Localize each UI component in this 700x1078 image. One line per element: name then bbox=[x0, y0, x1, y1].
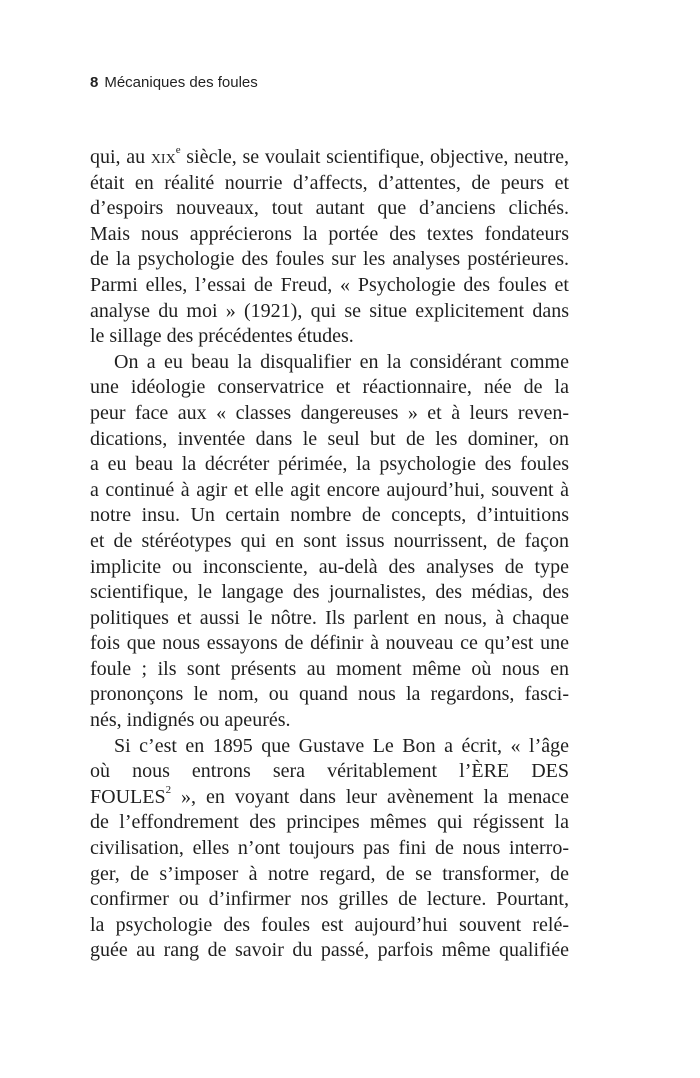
text-line: Si c’est en 1895 que Gustave Le Bon a écrit, « l’âge bbox=[114, 734, 569, 757]
text-line: de la psychologie des foules sur les analyses postérieures. bbox=[90, 248, 569, 271]
text-line: fois que nous essayons de définir à nouveau ce qu’est une bbox=[90, 632, 569, 655]
text-line: dications, inventée dans le seul but de les dominer, on bbox=[90, 427, 569, 450]
running-title: Mécaniques des foules bbox=[104, 74, 258, 91]
text-line: analyse du moi » (1921), qui se situe explicitement dans bbox=[90, 299, 569, 322]
paragraph-1 bbox=[90, 145, 569, 350]
text-line: ger, de s’imposer à notre regard, de se transformer, de bbox=[90, 862, 569, 885]
footnote-reference[interactable]: 2 bbox=[165, 784, 172, 797]
text-line: de l’effondrement des principes mêmes qui régissent la bbox=[90, 811, 569, 834]
century-superscript: e bbox=[175, 144, 181, 157]
text-line: a eu beau la décréter périmée, la psychologie des foules bbox=[90, 453, 569, 476]
text-line: civilisation, elles n’ont toujours pas fini de nous interro- bbox=[90, 837, 569, 860]
paragraph-3 bbox=[90, 734, 569, 964]
text-line: était en réalité nourrie d’affects, d’attentes, de peurs et bbox=[90, 171, 569, 194]
text-line: le sillage des précédentes études. bbox=[90, 325, 354, 348]
text-line: politiques et aussi le nôtre. Ils parlent en nous, à chaque bbox=[90, 606, 569, 629]
body-text bbox=[90, 145, 569, 964]
text-line: FOULES$^2$ », en voyant dans leur avènement la menace bbox=[90, 784, 569, 808]
text-line: guée au rang de savoir du passé, parfois même qualifiée bbox=[90, 939, 569, 962]
text-line: a continué à agir et elle agit encore aujourd’hui, souvent à bbox=[90, 478, 569, 501]
text-line: où nous entrons sera véritablement l’ÈRE DES bbox=[90, 760, 569, 783]
text-line: notre insu. Un certain nombre de concepts, d’intuitions bbox=[90, 504, 569, 527]
text-line: prononçons le nom, ou quand nous la regardons, fasci- bbox=[90, 683, 569, 706]
text-line: confirmer ou d’infirmer nos grilles de lecture. Pourtant, bbox=[90, 888, 569, 911]
text-line: scientifique, le langage des journalistes, des médias, des bbox=[90, 581, 569, 604]
paragraph-2 bbox=[90, 350, 569, 734]
text-line: la psychologie des foules est aujourd’hui souvent relé- bbox=[90, 913, 569, 936]
text-line: implicite ou inconsciente, au-delà des analyses de type bbox=[90, 555, 569, 578]
text-line: Parmi elles, l’essai de Freud, « Psychologie des foules et bbox=[90, 273, 569, 296]
running-header bbox=[90, 73, 258, 93]
text-line: qui, au xix$^e$ siècle, se voulait scientifique, objective, neutre, bbox=[90, 144, 570, 168]
text-line: foule ; ils sont présents au moment même où nous en bbox=[90, 657, 569, 680]
text-line: Mais nous apprécierons la portée des textes fondateurs bbox=[90, 222, 569, 245]
text-line: une idéologie conservatrice et réactionnaire, née de la bbox=[90, 376, 569, 399]
century-roman-numeral: xix bbox=[150, 146, 176, 168]
page-number: 8 bbox=[90, 74, 99, 91]
text-line: d’espoirs nouveaux, tout autant que d’anciens clichés. bbox=[90, 197, 569, 220]
text-line: et de stéréotypes qui en sont issus nourrissent, de façon bbox=[90, 529, 569, 552]
text-line: On a eu beau la disqualifier en la considérant comme bbox=[114, 350, 569, 373]
text-line: nés, indignés ou apeurés. bbox=[90, 709, 291, 732]
text-line: peur face aux « classes dangereuses » et à leurs reven- bbox=[90, 401, 569, 424]
